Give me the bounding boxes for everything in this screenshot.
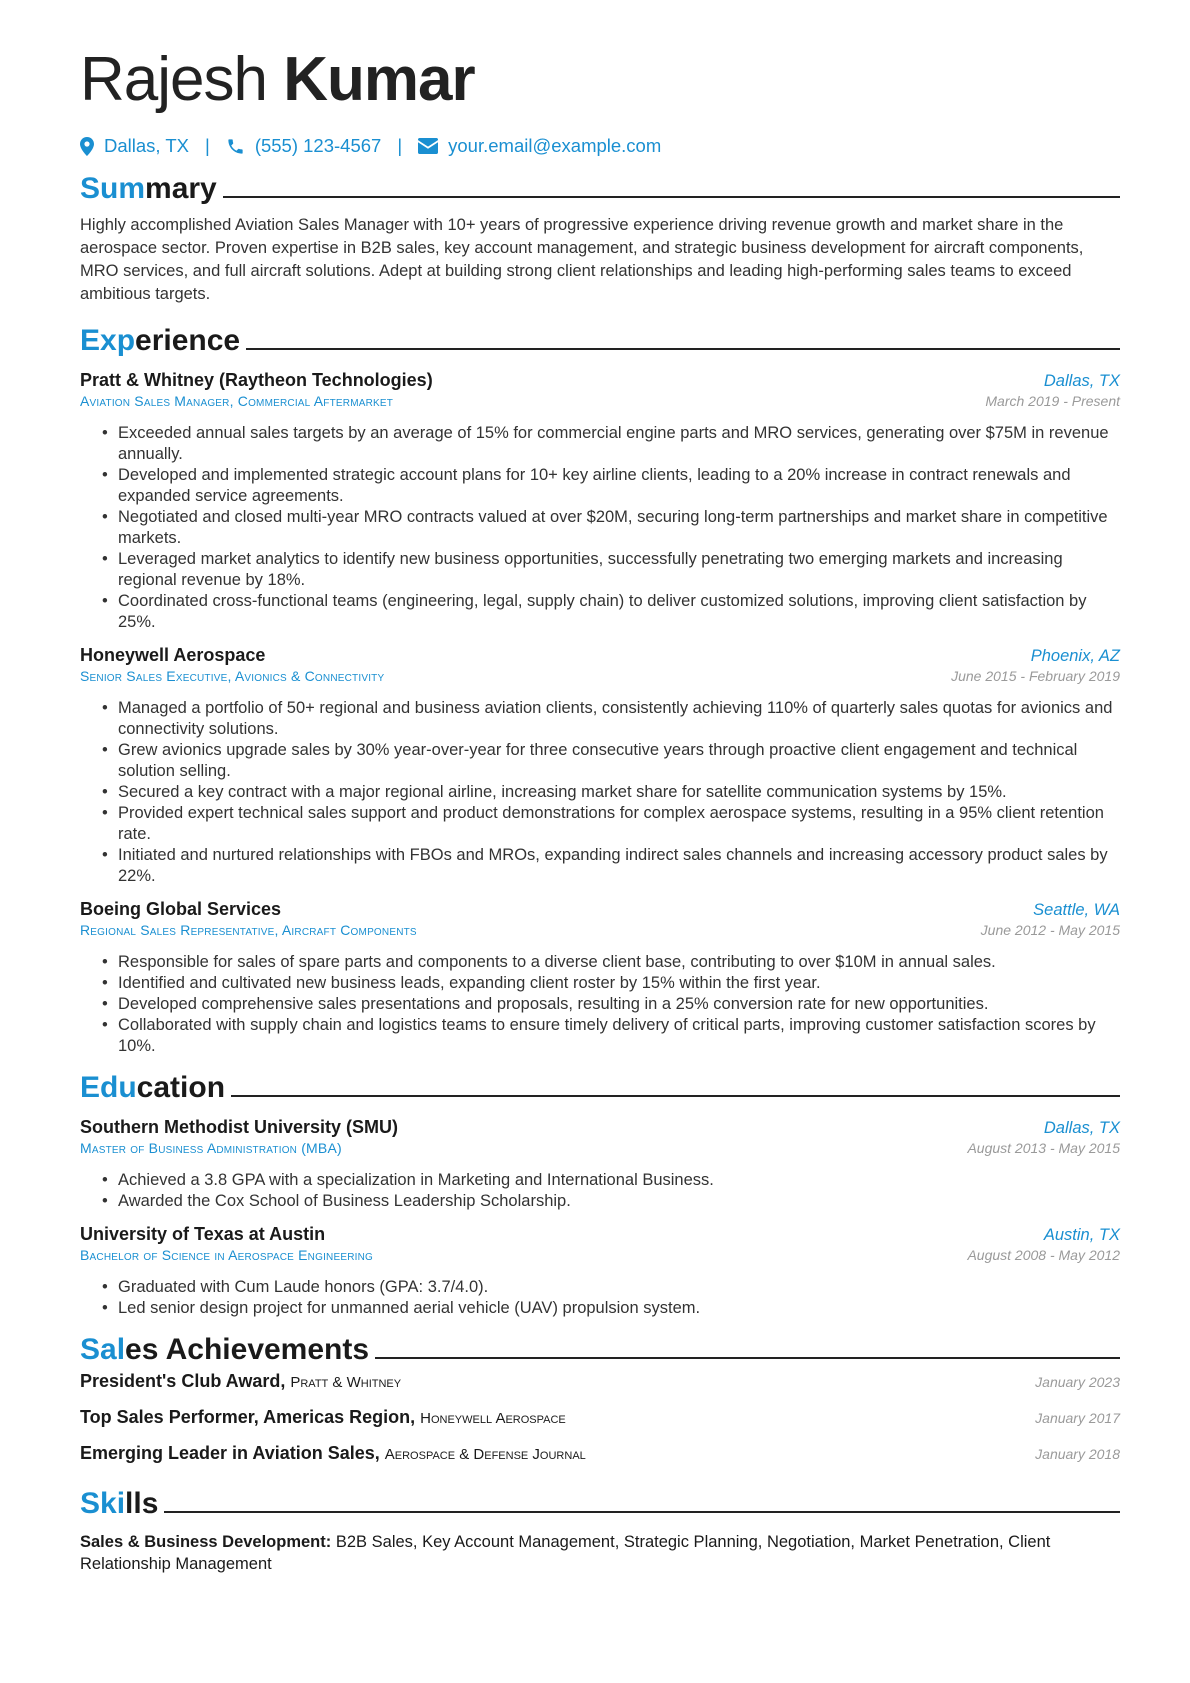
employer-name: Honeywell Aerospace bbox=[80, 645, 266, 665]
skill-items: B2B Sales, Key Account Management, Strategic Planning, Negotiation, Market Penetration, Client Relationship Management bbox=[80, 1533, 1051, 1573]
envelope-icon bbox=[418, 138, 438, 154]
entry-subheader bbox=[80, 668, 1120, 684]
entry-dates: June 2012 - May 2015 bbox=[980, 922, 1120, 938]
achievement-org: Aerospace & Defense Journal bbox=[384, 1446, 586, 1463]
heading-rest: cation bbox=[136, 1071, 226, 1104]
achievement-date: January 2018 bbox=[1035, 1446, 1120, 1462]
heading-rest: lls bbox=[125, 1487, 159, 1520]
achievement-org: Honeywell Aerospace bbox=[420, 1410, 566, 1427]
entry-header bbox=[80, 899, 1120, 920]
email-text: your.email@example.com bbox=[448, 135, 662, 156]
list-item: • Leveraged market analytics to identify new business opportunities, successfully penetrating two emerging markets and increasing regional revenue by 18%. bbox=[80, 549, 1120, 591]
list-item: • Coordinated cross-functional teams (engineering, legal, supply chain) to deliver customized solutions, improving client satisfaction by 25%. bbox=[80, 591, 1120, 633]
heading-rule bbox=[375, 1357, 1120, 1359]
employer-name: Boeing Global Services bbox=[80, 899, 282, 919]
contact-line bbox=[80, 132, 1120, 160]
list-item: • Exceeded annual sales targets by an average of 15% for commercial engine parts and MRO services, generating over $75M in revenue annually. bbox=[80, 423, 1120, 465]
entry-header bbox=[80, 370, 1120, 391]
experience-entry bbox=[80, 370, 1120, 633]
entry-header bbox=[80, 645, 1120, 666]
job-title: Senior Sales Executive, Avionics & Connectivity bbox=[80, 668, 385, 684]
heading-rest: es Achievements bbox=[125, 1333, 370, 1366]
achievement-item: Emerging Leader in Aviation Sales, Aerospace & Defense Journal January 2018 bbox=[80, 1443, 1120, 1463]
skills-heading bbox=[80, 1481, 1120, 1521]
contact-phone[interactable] bbox=[226, 135, 382, 157]
map-marker-icon bbox=[80, 137, 94, 156]
list-item: • Secured a key contract with a major regional airline, increasing market share for satellite communication systems by 15%. bbox=[80, 782, 1120, 803]
heading-highlight: Exp bbox=[80, 324, 136, 357]
contact-separator: | bbox=[397, 135, 403, 156]
entry-subheader bbox=[80, 1247, 1120, 1263]
degree-title: Master of Business Administration (MBA) bbox=[80, 1140, 342, 1156]
heading-rule bbox=[164, 1511, 1120, 1513]
list-item: • Managed a portfolio of 50+ regional and business aviation clients, consistently achieving 110% of quarterly sales quotas for avionics and connectivity solutions. bbox=[80, 698, 1120, 740]
bullet-list bbox=[80, 423, 1120, 633]
bullet-list bbox=[80, 698, 1120, 887]
resume-page bbox=[80, 40, 1120, 1575]
education-heading bbox=[80, 1065, 1120, 1105]
list-item: • Developed comprehensive sales presentations and proposals, resulting in a 25% conversion rate for new opportunities. bbox=[80, 994, 1120, 1015]
achievement-title: President's Club Award bbox=[80, 1371, 281, 1391]
list-item: • Achieved a 3.8 GPA with a specialization in Marketing and International Business. bbox=[80, 1170, 1120, 1191]
heading-rest: mary bbox=[145, 172, 217, 205]
achievement-title: Top Sales Performer, Americas Region bbox=[80, 1407, 411, 1427]
list-item: • Developed and implemented strategic account plans for 10+ key airline clients, leading to a 20% increase in contract renewals and expanded service agreements. bbox=[80, 465, 1120, 507]
heading-highlight: Sal bbox=[80, 1333, 126, 1366]
education-entry bbox=[80, 1117, 1120, 1212]
entry-subheader bbox=[80, 922, 1120, 938]
entry-subheader bbox=[80, 393, 1120, 409]
school-name: Southern Methodist University (SMU) bbox=[80, 1117, 399, 1137]
employer-name: Pratt & Whitney (Raytheon Technologies) bbox=[80, 370, 433, 390]
education-entry bbox=[80, 1224, 1120, 1319]
achievement-item: President's Club Award, Pratt & Whitney January 2023 bbox=[80, 1371, 1120, 1391]
heading-rule bbox=[246, 348, 1120, 350]
job-title: Aviation Sales Manager, Commercial Aftermarket bbox=[80, 393, 394, 409]
bullet-list bbox=[80, 1277, 1120, 1319]
list-item: • Negotiated and closed multi-year MRO contracts valued at over $20M, securing long-term partnerships and market share in competitive markets. bbox=[80, 507, 1120, 549]
school-name: University of Texas at Austin bbox=[80, 1224, 326, 1244]
achievements-heading bbox=[80, 1327, 1120, 1367]
bullet-list bbox=[80, 1170, 1120, 1212]
achievements-list bbox=[80, 1371, 1120, 1479]
job-title: Regional Sales Representative, Aircraft Components bbox=[80, 922, 417, 938]
achievement-date: January 2023 bbox=[1035, 1374, 1120, 1390]
entry-dates: August 2008 - May 2012 bbox=[967, 1247, 1120, 1263]
first-name: Rajesh bbox=[80, 45, 267, 114]
heading-highlight: Ski bbox=[80, 1487, 126, 1520]
entry-location: Dallas, TX bbox=[1043, 1119, 1120, 1137]
list-item: • Graduated with Cum Laude honors (GPA: 3.7/4.0). bbox=[80, 1277, 1120, 1298]
entry-location: Seattle, WA bbox=[1033, 901, 1120, 919]
list-item: • Awarded the Cox School of Business Leadership Scholarship. bbox=[80, 1191, 1120, 1212]
candidate-name bbox=[80, 40, 1120, 120]
achievement-item: Top Sales Performer, Americas Region, Honeywell Aerospace January 2017 bbox=[80, 1407, 1120, 1427]
list-item: • Grew avionics upgrade sales by 30% year-over-year for three consecutive years through proactive client engagement and technical solution selling. bbox=[80, 740, 1120, 782]
entry-header bbox=[80, 1117, 1120, 1138]
last-name: Kumar bbox=[283, 45, 475, 114]
entry-location: Dallas, TX bbox=[1043, 372, 1120, 390]
experience-entry bbox=[80, 645, 1120, 887]
achievement-date: January 2017 bbox=[1035, 1410, 1120, 1426]
list-item: • Identified and cultivated new business leads, expanding client roster by 15% within the first year. bbox=[80, 973, 1120, 994]
heading-highlight: Sum bbox=[80, 172, 146, 205]
bullet-list bbox=[80, 952, 1120, 1057]
experience-entry bbox=[80, 899, 1120, 1057]
contact-email[interactable] bbox=[418, 135, 661, 157]
entry-location: Phoenix, AZ bbox=[1030, 647, 1120, 665]
degree-title: Bachelor of Science in Aerospace Engineering bbox=[80, 1247, 374, 1263]
entry-dates: March 2019 - Present bbox=[985, 393, 1120, 409]
list-item: • Responsible for sales of spare parts and components to a diverse client base, contributing to over $10M in annual sales. bbox=[80, 952, 1120, 973]
location-text: Dallas, TX bbox=[104, 135, 189, 156]
list-item: • Led senior design project for unmanned aerial vehicle (UAV) propulsion system. bbox=[80, 1298, 1120, 1319]
phone-icon bbox=[226, 137, 245, 156]
achievement-org: Pratt & Whitney bbox=[290, 1374, 402, 1391]
contact-location bbox=[80, 135, 189, 157]
entry-dates: August 2013 - May 2015 bbox=[967, 1140, 1120, 1156]
experience-heading bbox=[80, 318, 1120, 358]
entry-subheader bbox=[80, 1140, 1120, 1156]
list-item: • Provided expert technical sales support and product demonstrations for complex aerospace systems, resulting in a 95% client retention rate. bbox=[80, 803, 1120, 845]
skills-line bbox=[80, 1531, 1120, 1575]
heading-rule bbox=[231, 1095, 1120, 1097]
achievement-title: Emerging Leader in Aviation Sales bbox=[80, 1443, 375, 1463]
entry-header bbox=[80, 1224, 1120, 1245]
heading-highlight: Edu bbox=[80, 1071, 137, 1104]
list-item: • Initiated and nurtured relationships with FBOs and MROs, expanding indirect sales channels and increasing accessory product sales by 22%. bbox=[80, 845, 1120, 887]
entry-location: Austin, TX bbox=[1043, 1226, 1120, 1244]
phone-text: (555) 123-4567 bbox=[254, 135, 382, 156]
contact-separator: | bbox=[205, 135, 210, 156]
list-item: • Collaborated with supply chain and logistics teams to ensure timely delivery of critical parts, improving customer satisfaction scores by 10%. bbox=[80, 1015, 1120, 1057]
skill-category: Sales & Business Development: bbox=[80, 1533, 332, 1551]
heading-rule bbox=[223, 196, 1120, 198]
heading-rest: erience bbox=[135, 324, 241, 357]
entry-dates: June 2015 - February 2019 bbox=[951, 668, 1120, 684]
summary-text: Highly accomplished Aviation Sales Manager with 10+ years of progressive experience driving revenue growth and market share in the aerospace sector. Proven expertise in B2B sales, key account management, and strategic business development for aircraft components, MRO services, and full aircraft solutions. Adept at building strong client relationships and leading high-performing sales teams to exceed ambitious targets. bbox=[80, 216, 1084, 303]
summary-heading bbox=[80, 166, 1120, 206]
